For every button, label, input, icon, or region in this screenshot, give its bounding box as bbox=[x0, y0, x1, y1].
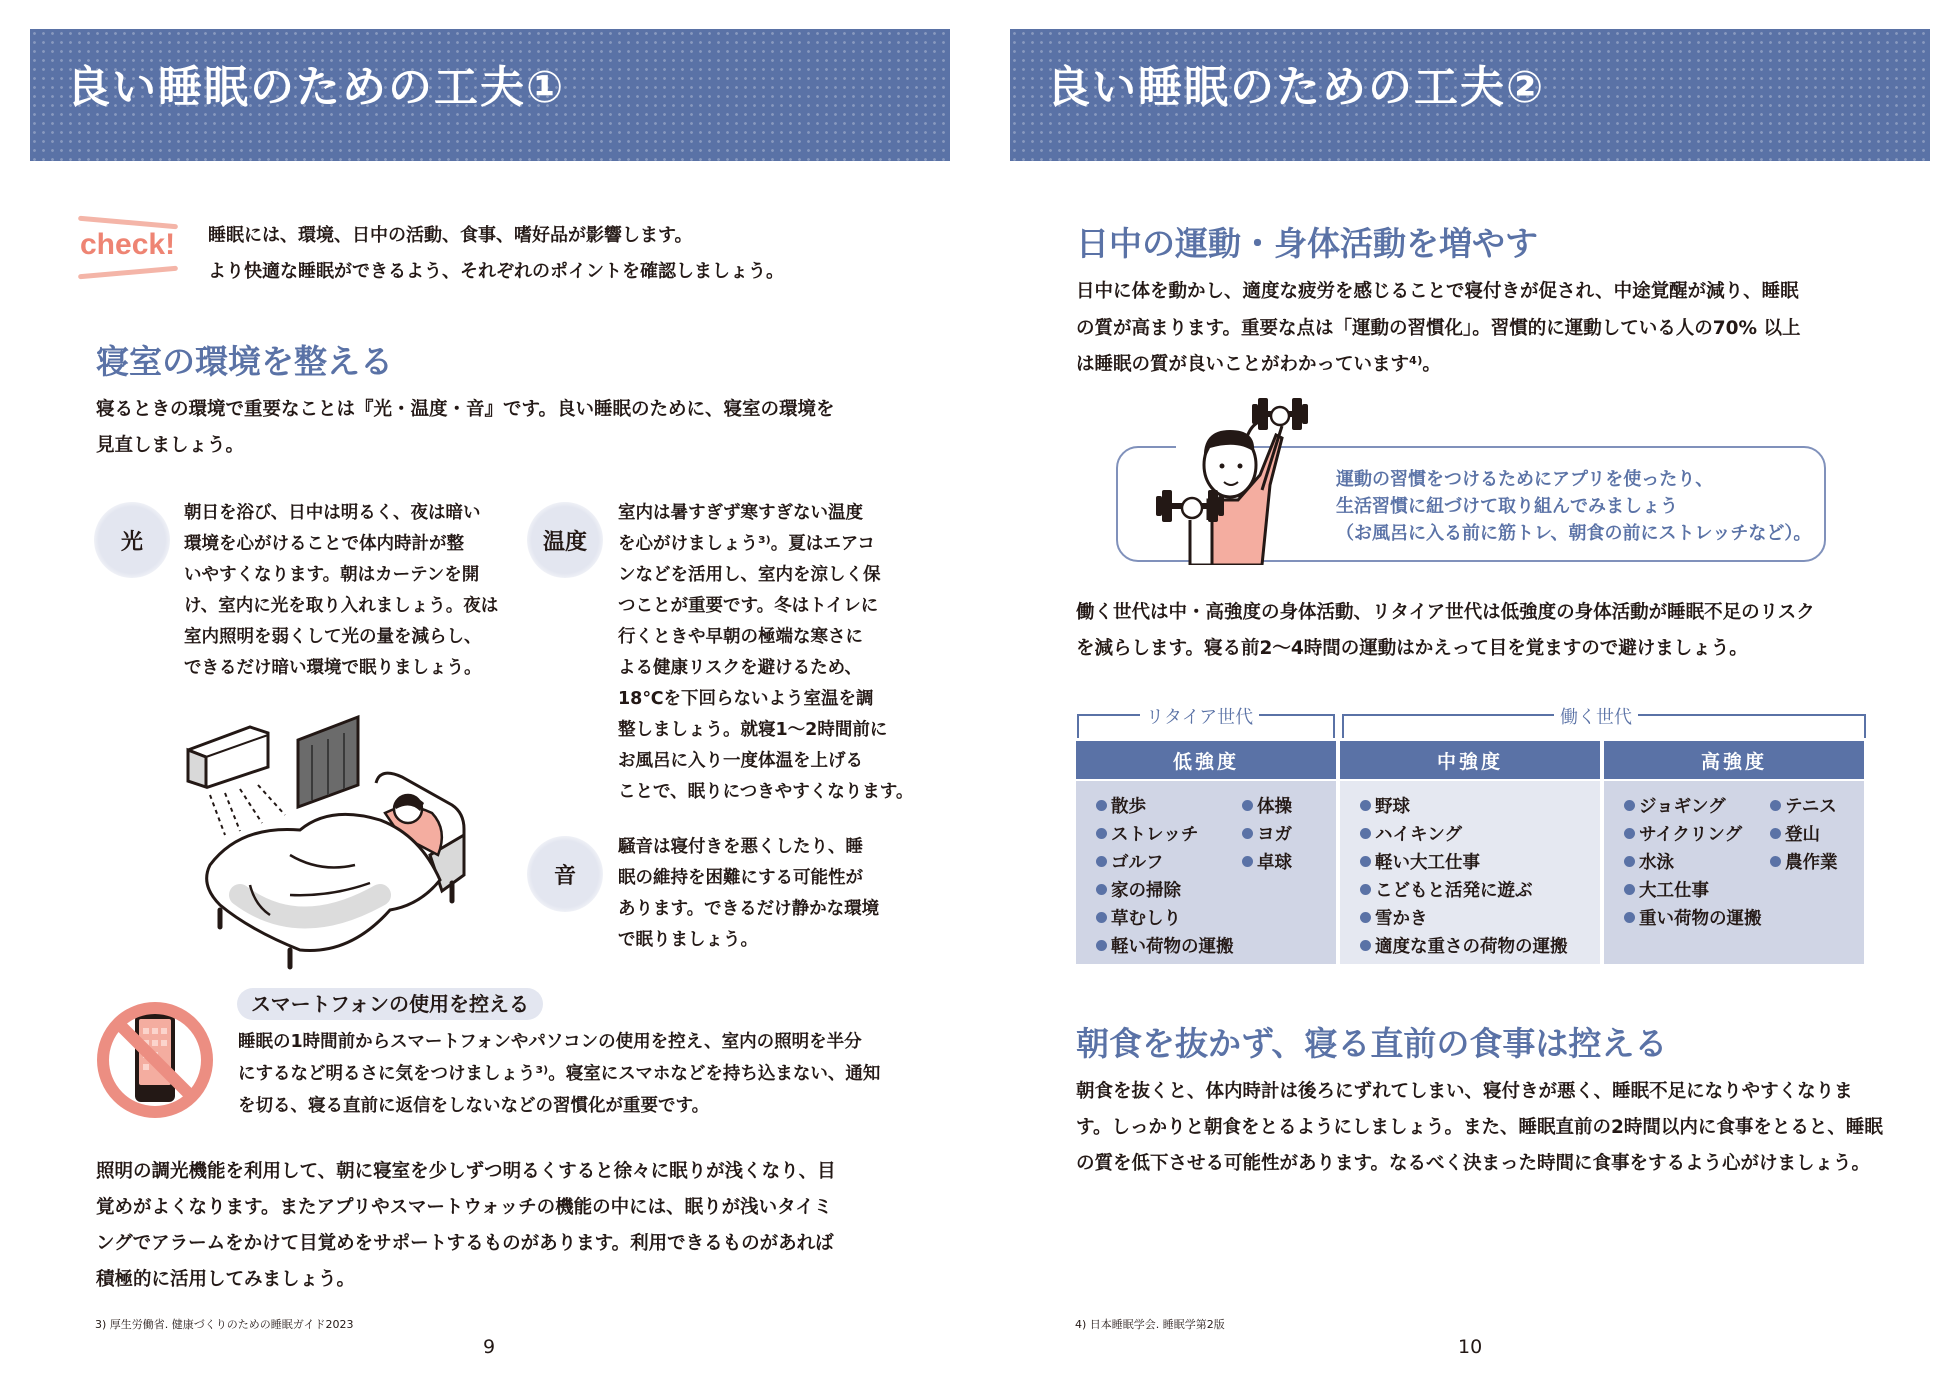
activity-label: ヨガ bbox=[1257, 825, 1292, 845]
light-line: いやすくなります。朝はカーテンを開 bbox=[184, 565, 480, 585]
check-label: check! bbox=[80, 228, 176, 261]
bullet-icon bbox=[1624, 800, 1635, 811]
temperature-line: 整しましょう。就寝1～2時間前に bbox=[618, 720, 888, 740]
temperature-line: ンなどを活用し、室内を涼しく保 bbox=[618, 565, 881, 585]
column-header: 高強度 bbox=[1604, 741, 1864, 779]
group-label-retired: リタイア世代 bbox=[1140, 703, 1259, 729]
closing-line: 積極的に活用してみましょう。 bbox=[96, 1269, 356, 1290]
bullet-icon bbox=[1770, 856, 1781, 867]
breakfast-line: 朝食を抜くと、体内時計は後ろにずれてしまい、寝付きが悪く、睡眠不足になりやすくなりま bbox=[1076, 1081, 1853, 1102]
activity-label: サイクリング bbox=[1639, 825, 1743, 845]
activity-item bbox=[1096, 821, 1198, 846]
column-header: 中強度 bbox=[1340, 741, 1600, 779]
activity-label: ジョギング bbox=[1639, 797, 1726, 817]
light-badge: 光 bbox=[94, 502, 170, 578]
breakfast-line: の質を低下させる可能性があります。なるべく決まった時間に食事をするよう心がけましょう。 bbox=[1076, 1153, 1871, 1174]
activity-label: 適度な重さの荷物の運搬 bbox=[1375, 937, 1568, 957]
bullet-icon bbox=[1360, 800, 1371, 811]
no-smartphone-icon bbox=[95, 1000, 215, 1120]
section-heading-bedroom: 寝室の環境を整える bbox=[96, 342, 393, 381]
smartphone-line: にするなど明るさに気をつけましょう³⁾。寝室にスマホなどを持ち込まない、通知 bbox=[238, 1064, 881, 1084]
temperature-line: 室内は暑すぎず寒すぎない温度 bbox=[618, 503, 863, 523]
activity-intensity-table bbox=[1076, 741, 1864, 964]
activity-item bbox=[1624, 905, 1762, 930]
activity-item bbox=[1360, 821, 1462, 846]
activity-label: 卓球 bbox=[1257, 853, 1292, 873]
activity-label: 軽い荷物の運搬 bbox=[1111, 937, 1234, 957]
temperature-line: よる健康リスクを避けるため、 bbox=[618, 658, 862, 678]
activity-label: 散歩 bbox=[1111, 797, 1146, 817]
activity-label: 草むしり bbox=[1111, 909, 1181, 929]
activity-item bbox=[1624, 877, 1709, 902]
bullet-icon bbox=[1242, 800, 1253, 811]
column-body bbox=[1340, 781, 1600, 964]
activity-item bbox=[1360, 933, 1568, 958]
activity-label: ハイキング bbox=[1375, 825, 1462, 845]
bullet-icon bbox=[1096, 940, 1107, 951]
bullet-icon bbox=[1096, 800, 1107, 811]
bullet-icon bbox=[1096, 912, 1107, 923]
section-heading-exercise: 日中の運動・身体活動を増やす bbox=[1076, 224, 1538, 263]
activity-item bbox=[1360, 905, 1428, 930]
activity-label: 大工仕事 bbox=[1639, 881, 1709, 901]
bullet-icon bbox=[1096, 856, 1107, 867]
curtain-icon bbox=[298, 717, 358, 807]
bullet-icon bbox=[1770, 800, 1781, 811]
activity-item bbox=[1624, 849, 1674, 874]
bullet-icon bbox=[1360, 856, 1371, 867]
closing-line: 覚めがよくなります。またアプリやスマートウォッチの機能の中には、眠りが浅いタイミ bbox=[96, 1197, 833, 1218]
page-title: 良い睡眠のための工夫② bbox=[1046, 62, 1546, 113]
bullet-icon bbox=[1360, 912, 1371, 923]
activity-item bbox=[1624, 821, 1742, 846]
footnote: 3) 厚生労働省. 健康づくりのための睡眠ガイド2023 bbox=[95, 1318, 354, 1331]
activity-item bbox=[1096, 933, 1234, 958]
group-label-working: 働く世代 bbox=[1554, 703, 1638, 729]
activity-item bbox=[1770, 849, 1838, 874]
activity-item bbox=[1096, 793, 1146, 818]
bullet-icon bbox=[1624, 912, 1635, 923]
check-badge bbox=[78, 214, 182, 280]
temperature-line: 行くときや早朝の極端な寒さに bbox=[618, 627, 863, 647]
activity-item bbox=[1624, 793, 1726, 818]
exercise-line: の質が高まります。重要な点は「運動の習慣化」。習慣的に運動している人の70% 以上 bbox=[1076, 318, 1801, 339]
smartphone-line: を切る、寝る直前に返信をしないなどの習慣化が重要です。 bbox=[238, 1096, 710, 1116]
intro-text: 睡眠には、環境、日中の活動、食事、嗜好品が影響します。 bbox=[208, 225, 693, 246]
activity-label: 家の掃除 bbox=[1111, 881, 1181, 901]
bedroom-lead: 見直しましょう。 bbox=[96, 435, 245, 456]
column-body bbox=[1604, 781, 1864, 964]
bullet-icon bbox=[1624, 828, 1635, 839]
column-high-intensity bbox=[1604, 741, 1864, 964]
page-title-banner bbox=[1010, 29, 1930, 161]
breakfast-line: す。しっかりと朝食をとるようにしましょう。また、睡眠直前の2時間以内に食事をとると、睡眠 bbox=[1076, 1117, 1883, 1138]
generations-line: 働く世代は中・高強度の身体活動、リタイア世代は低強度の身体活動が睡眠不足のリスク bbox=[1076, 602, 1815, 623]
bullet-icon bbox=[1770, 828, 1781, 839]
sound-line: 騒音は寝付きを悪くしたり、睡 bbox=[618, 837, 863, 857]
bullet-icon bbox=[1360, 940, 1371, 951]
activity-label: 雪かき bbox=[1375, 909, 1428, 929]
smartphone-line: 睡眠の1時間前からスマートフォンやパソコンの使用を控え、室内の照明を半分 bbox=[238, 1032, 862, 1052]
bullet-icon bbox=[1360, 884, 1371, 895]
column-header: 低強度 bbox=[1076, 741, 1336, 779]
light-line: できるだけ暗い環境で眠りましょう。 bbox=[184, 658, 482, 678]
activity-item bbox=[1360, 849, 1480, 874]
activity-label: 軽い大工仕事 bbox=[1375, 853, 1480, 873]
footnote: 4) 日本睡眠学会. 睡眠学第2版 bbox=[1075, 1318, 1225, 1331]
column-body bbox=[1076, 781, 1336, 964]
bullet-icon bbox=[1242, 856, 1253, 867]
column-moderate-intensity bbox=[1340, 741, 1600, 964]
sound-line: 眠の維持を困難にする可能性が bbox=[618, 868, 863, 888]
closing-line: ングでアラームをかけて目覚めをサポートするものがあります。利用できるものがあれば bbox=[96, 1233, 834, 1254]
bedroom-illustration bbox=[180, 705, 480, 975]
activity-item bbox=[1242, 793, 1292, 818]
light-line: け、室内に光を取り入れましょう。夜は bbox=[184, 596, 499, 616]
temperature-line: 18℃を下回らないよう室温を調 bbox=[618, 689, 874, 709]
activity-item bbox=[1360, 877, 1533, 902]
tip-line: 生活習慣に紐づけて取り組んでみましょう bbox=[1336, 496, 1678, 517]
bullet-icon bbox=[1242, 828, 1253, 839]
page-title-banner bbox=[30, 29, 950, 161]
temperature-line: ことで、眠りにつきやすくなります。 bbox=[618, 782, 914, 802]
page-number: 10 bbox=[1458, 1336, 1483, 1358]
tip-line: 運動の習慣をつけるためにアプリを使ったり、 bbox=[1336, 469, 1714, 490]
generations-line: を減らします。寝る前2～4時間の運動はかえって目を覚ますので避けましょう。 bbox=[1076, 638, 1748, 659]
activity-item bbox=[1096, 905, 1181, 930]
closing-line: 照明の調光機能を利用して、朝に寝室を少しずつ明るくすると徐々に眠りが浅くなり、目 bbox=[96, 1161, 836, 1182]
activity-label: ストレッチ bbox=[1111, 825, 1199, 845]
bullet-icon bbox=[1360, 828, 1371, 839]
temperature-line: つことが重要です。冬はトイレに bbox=[618, 596, 879, 616]
air-conditioner-icon bbox=[188, 727, 285, 835]
sound-line: あります。できるだけ静かな環境 bbox=[618, 899, 880, 919]
activity-label: 重い荷物の運搬 bbox=[1639, 909, 1762, 929]
activity-item bbox=[1770, 821, 1820, 846]
activity-item bbox=[1242, 821, 1292, 846]
exercise-line: 日中に体を動かし、適度な疲労を感じることで寝付きが促され、中途覚醒が減り、睡眠 bbox=[1076, 281, 1799, 302]
activity-item bbox=[1360, 793, 1410, 818]
tip-line: （お風呂に入る前に筋トレ、朝食の前にストレッチなど）。 bbox=[1336, 523, 1812, 544]
bullet-icon bbox=[1624, 856, 1635, 867]
exercise-line: は睡眠の質が良いことがわかっています⁴⁾。 bbox=[1076, 354, 1441, 375]
activity-label: 水泳 bbox=[1639, 853, 1674, 873]
temperature-badge: 温度 bbox=[527, 502, 603, 578]
bullet-icon bbox=[1096, 828, 1107, 839]
activity-item bbox=[1096, 877, 1181, 902]
light-line: 朝日を浴び、日中は明るく、夜は暗い bbox=[184, 503, 481, 523]
activity-item bbox=[1096, 849, 1164, 874]
bullet-icon bbox=[1624, 884, 1635, 895]
column-low-intensity bbox=[1076, 741, 1336, 964]
section-heading-breakfast: 朝食を抜かず、寝る直前の食事は控える bbox=[1076, 1024, 1668, 1063]
activity-label: テニス bbox=[1785, 797, 1837, 817]
temperature-line: を心がけましょう³⁾。夏はエアコ bbox=[618, 534, 875, 554]
intro-text: より快適な睡眠ができるよう、それぞれのポイントを確認しましょう。 bbox=[208, 261, 784, 282]
activity-label: 登山 bbox=[1785, 825, 1820, 845]
activity-label: こどもと活発に遊ぶ bbox=[1375, 881, 1533, 901]
activity-item bbox=[1770, 793, 1837, 818]
bullet-icon bbox=[1096, 884, 1107, 895]
activity-label: 体操 bbox=[1257, 797, 1292, 817]
activity-label: ゴルフ bbox=[1111, 853, 1164, 873]
activity-item bbox=[1242, 849, 1292, 874]
sound-line: で眠りましょう。 bbox=[618, 930, 758, 950]
activity-label: 農作業 bbox=[1785, 853, 1838, 873]
light-line: 室内照明を弱くして光の量を減らし、 bbox=[184, 627, 482, 647]
sound-badge: 音 bbox=[527, 836, 603, 912]
bedroom-lead: 寝るときの環境で重要なことは『光・温度・音』です。良い睡眠のために、寝室の環境を bbox=[96, 399, 835, 420]
dumbbell-man-illustration bbox=[1150, 390, 1340, 565]
light-line: 環境を心がけることで体内時計が整 bbox=[184, 534, 464, 554]
temperature-line: お風呂に入り一度体温を上げる bbox=[618, 751, 863, 771]
check-accent-line bbox=[78, 266, 178, 280]
page-title: 良い睡眠のための工夫① bbox=[66, 62, 566, 113]
page-number: 9 bbox=[483, 1336, 496, 1358]
activity-label: 野球 bbox=[1375, 797, 1410, 817]
smartphone-heading: スマートフォンの使用を控える bbox=[237, 988, 543, 1020]
bed-icon bbox=[207, 773, 464, 967]
